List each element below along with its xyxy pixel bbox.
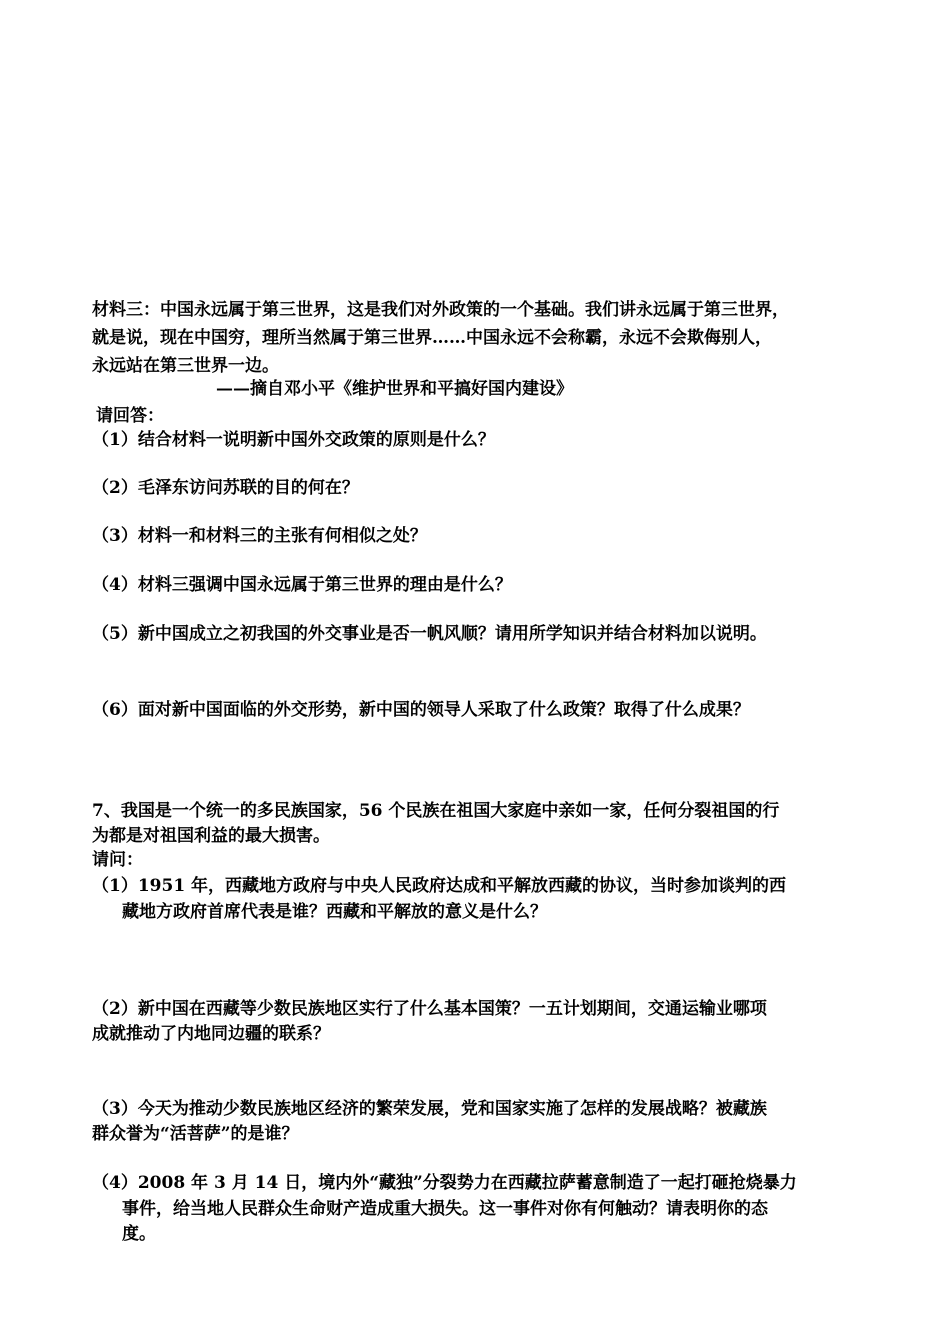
sub-question-3: （3）今天为推动少数民族地区经济的繁荣发展，党和国家实施了怎样的发展战略？被藏族 [92, 1099, 767, 1119]
material-source: ——摘自邓小平《维护世界和平搞好国内建设》 [216, 379, 573, 399]
question-item: （1）结合材料一说明新中国外交政策的原则是什么？ [92, 430, 495, 450]
question-item: （3）材料一和材料三的主张有何相似之处？ [92, 526, 427, 546]
sub-question-2: 成就推动了内地同边疆的联系？ [92, 1024, 330, 1044]
sub-question-2: （2）新中国在西藏等少数民族地区实行了什么基本国策？一五计划期间，交通运输业哪项 [92, 999, 767, 1019]
sub-question-4: 事件，给当地人民群众生命财产造成重大损失。这一事件对你有何触动？请表明你的态 [122, 1199, 768, 1219]
question-item: （2）毛泽东访问苏联的目的何在？ [92, 478, 359, 498]
sub-question-1: （1）1951 年，西藏地方政府与中央人民政府达成和平解放西藏的协议，当时参加谈判的西 [92, 876, 787, 896]
sub-question-4: 度。 [122, 1224, 156, 1244]
question-item: （4）材料三强调中国永远属于第三世界的理由是什么？ [92, 575, 512, 595]
question-item: （6）面对新中国面临的外交形势，新中国的领导人采取了什么政策？取得了什么成果？ [92, 700, 750, 720]
material-line: 材料三：中国永远属于第三世界，这是我们对外政策的一个基础。我们讲永远属于第三世界， [92, 300, 789, 320]
sub-question-1: 藏地方政府首席代表是谁？西藏和平解放的意义是什么？ [122, 902, 547, 922]
question-stem: 7、我国是一个统一的多民族国家，56 个民族在祖国大家庭中亲如一家，任何分裂祖国的行 [92, 801, 780, 821]
answer-prompt: 请回答： [96, 406, 164, 426]
material-line: 永远站在第三世界一边。 [92, 356, 279, 376]
question-item: （5）新中国成立之初我国的外交事业是否一帆风顺？请用所学知识并结合材料加以说明。 [92, 624, 767, 644]
ask-prompt: 请问： [92, 850, 143, 870]
sub-question-3: 群众誉为“活菩萨”的是谁？ [92, 1124, 299, 1144]
question-stem: 为都是对祖国利益的最大损害。 [92, 826, 330, 846]
sub-question-4: （4）2008 年 3 月 14 日，境内外“藏独”分裂势力在西藏拉萨蓄意制造了一起打砸抢烧暴力 [92, 1173, 797, 1193]
material-line: 就是说，现在中国穷，理所当然属于第三世界……中国永远不会称霸，永远不会欺侮别人， [92, 328, 772, 348]
